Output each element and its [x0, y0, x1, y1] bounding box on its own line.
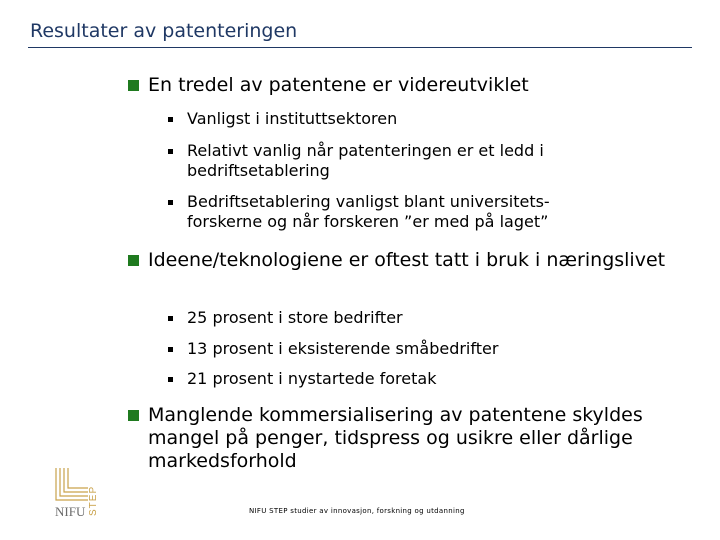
sub-bullet-text: 21 prosent i nystartede foretak: [187, 369, 437, 388]
bullet-item: [128, 74, 698, 97]
nifu-step-logo: [52, 464, 118, 520]
sub-bullet-item: [168, 369, 608, 389]
sub-bullet-text: 25 prosent i store bedrifter: [187, 308, 403, 327]
bullet-item: [128, 249, 698, 272]
logo-name: NIFU: [55, 504, 86, 519]
small-square-bullet-icon: [168, 347, 173, 352]
bullet-text: En tredel av patentene er videreutviklet: [148, 74, 529, 96]
sub-bullet-item: [168, 192, 608, 232]
sub-bullet-item: [168, 308, 608, 328]
title-divider: [28, 47, 692, 48]
logo-sub: STEP: [88, 485, 99, 516]
square-bullet-icon: [128, 80, 139, 91]
sub-bullet-item: [168, 339, 608, 359]
small-square-bullet-icon: [168, 149, 173, 154]
sub-bullet-text: 13 prosent i eksisterende småbedrifter: [187, 339, 499, 358]
square-bullet-icon: [128, 255, 139, 266]
sub-bullet-text: Bedriftsetablering vanligst blant universitets-forskerne og når forskeren ”er med på laget”: [187, 192, 550, 231]
small-square-bullet-icon: [168, 377, 173, 382]
bullet-text: Ideene/teknologiene er oftest tatt i bruk i næringslivet: [148, 249, 666, 271]
logo-mark-icon: [56, 468, 88, 500]
bullet-text: Manglende kommersialisering av patentene skyldes mangel på penger, tidspress og usikre eller dårlige markedsforhold: [148, 404, 643, 472]
bullet-item: [128, 404, 698, 473]
sub-bullet-item: [168, 109, 608, 129]
footer-text: NIFU STEP studier av innovasjon, forskning og utdanning: [249, 507, 465, 515]
small-square-bullet-icon: [168, 117, 173, 122]
small-square-bullet-icon: [168, 200, 173, 205]
square-bullet-icon: [128, 410, 139, 421]
sub-bullet-text: Vanligst i instituttsektoren: [187, 109, 398, 128]
small-square-bullet-icon: [168, 316, 173, 321]
sub-bullet-text: Relativt vanlig når patenteringen er et ledd i bedriftsetablering: [187, 141, 544, 180]
slide-title: Resultater av patenteringen: [30, 20, 298, 42]
sub-bullet-item: [168, 141, 608, 181]
